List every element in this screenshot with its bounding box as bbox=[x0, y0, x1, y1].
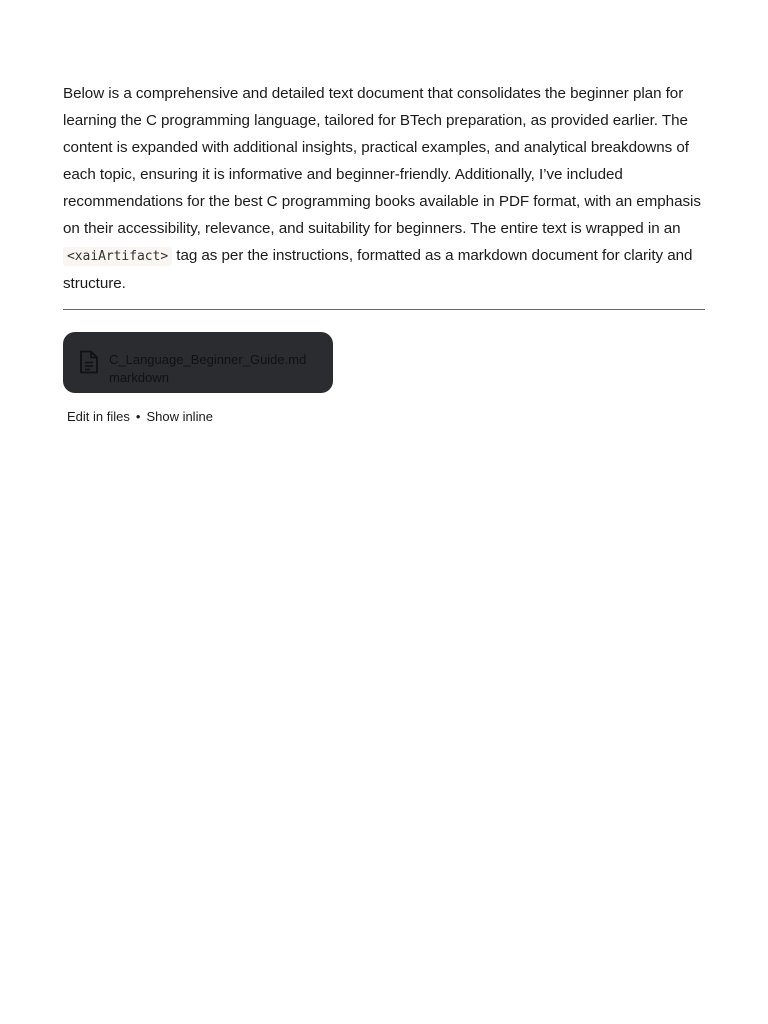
message-text-before-code: Below is a comprehensive and detailed text document that consolidates the beginner plan for learning the C programming language, tailored for BTech preparation, as provided earlier. The content is expanded with additional insights, practical examples, and analytical breakdowns of each topic, ensuring it is informative and beginner-friendly. Additionally, I’ve included recommendations for the best C programming books available in PDF format, with an emphasis on their accessibility, relevance, and suitability for beginners. The entire text is wrapped in an bbox=[63, 85, 701, 237]
document-icon bbox=[78, 349, 100, 375]
artifact-file-name: C_Language_Beginner_Guide.md bbox=[109, 352, 307, 367]
artifact-file-type: markdown bbox=[109, 370, 169, 385]
artifact-actions bbox=[67, 408, 213, 426]
artifact-file-card[interactable] bbox=[63, 332, 333, 393]
edit-in-files-link[interactable]: Edit in files bbox=[67, 409, 130, 424]
show-inline-link[interactable]: Show inline bbox=[146, 409, 213, 424]
horizontal-divider bbox=[63, 309, 705, 310]
inline-code-tag: <xaiArtifact> bbox=[63, 247, 172, 266]
message-text-after-code: tag as per the instructions, formatted as a markdown document for clarity and structure. bbox=[63, 247, 693, 292]
message-paragraph bbox=[63, 80, 705, 297]
action-separator: • bbox=[135, 409, 141, 424]
assistant-message bbox=[63, 80, 705, 297]
artifact-file-info bbox=[109, 351, 306, 387]
